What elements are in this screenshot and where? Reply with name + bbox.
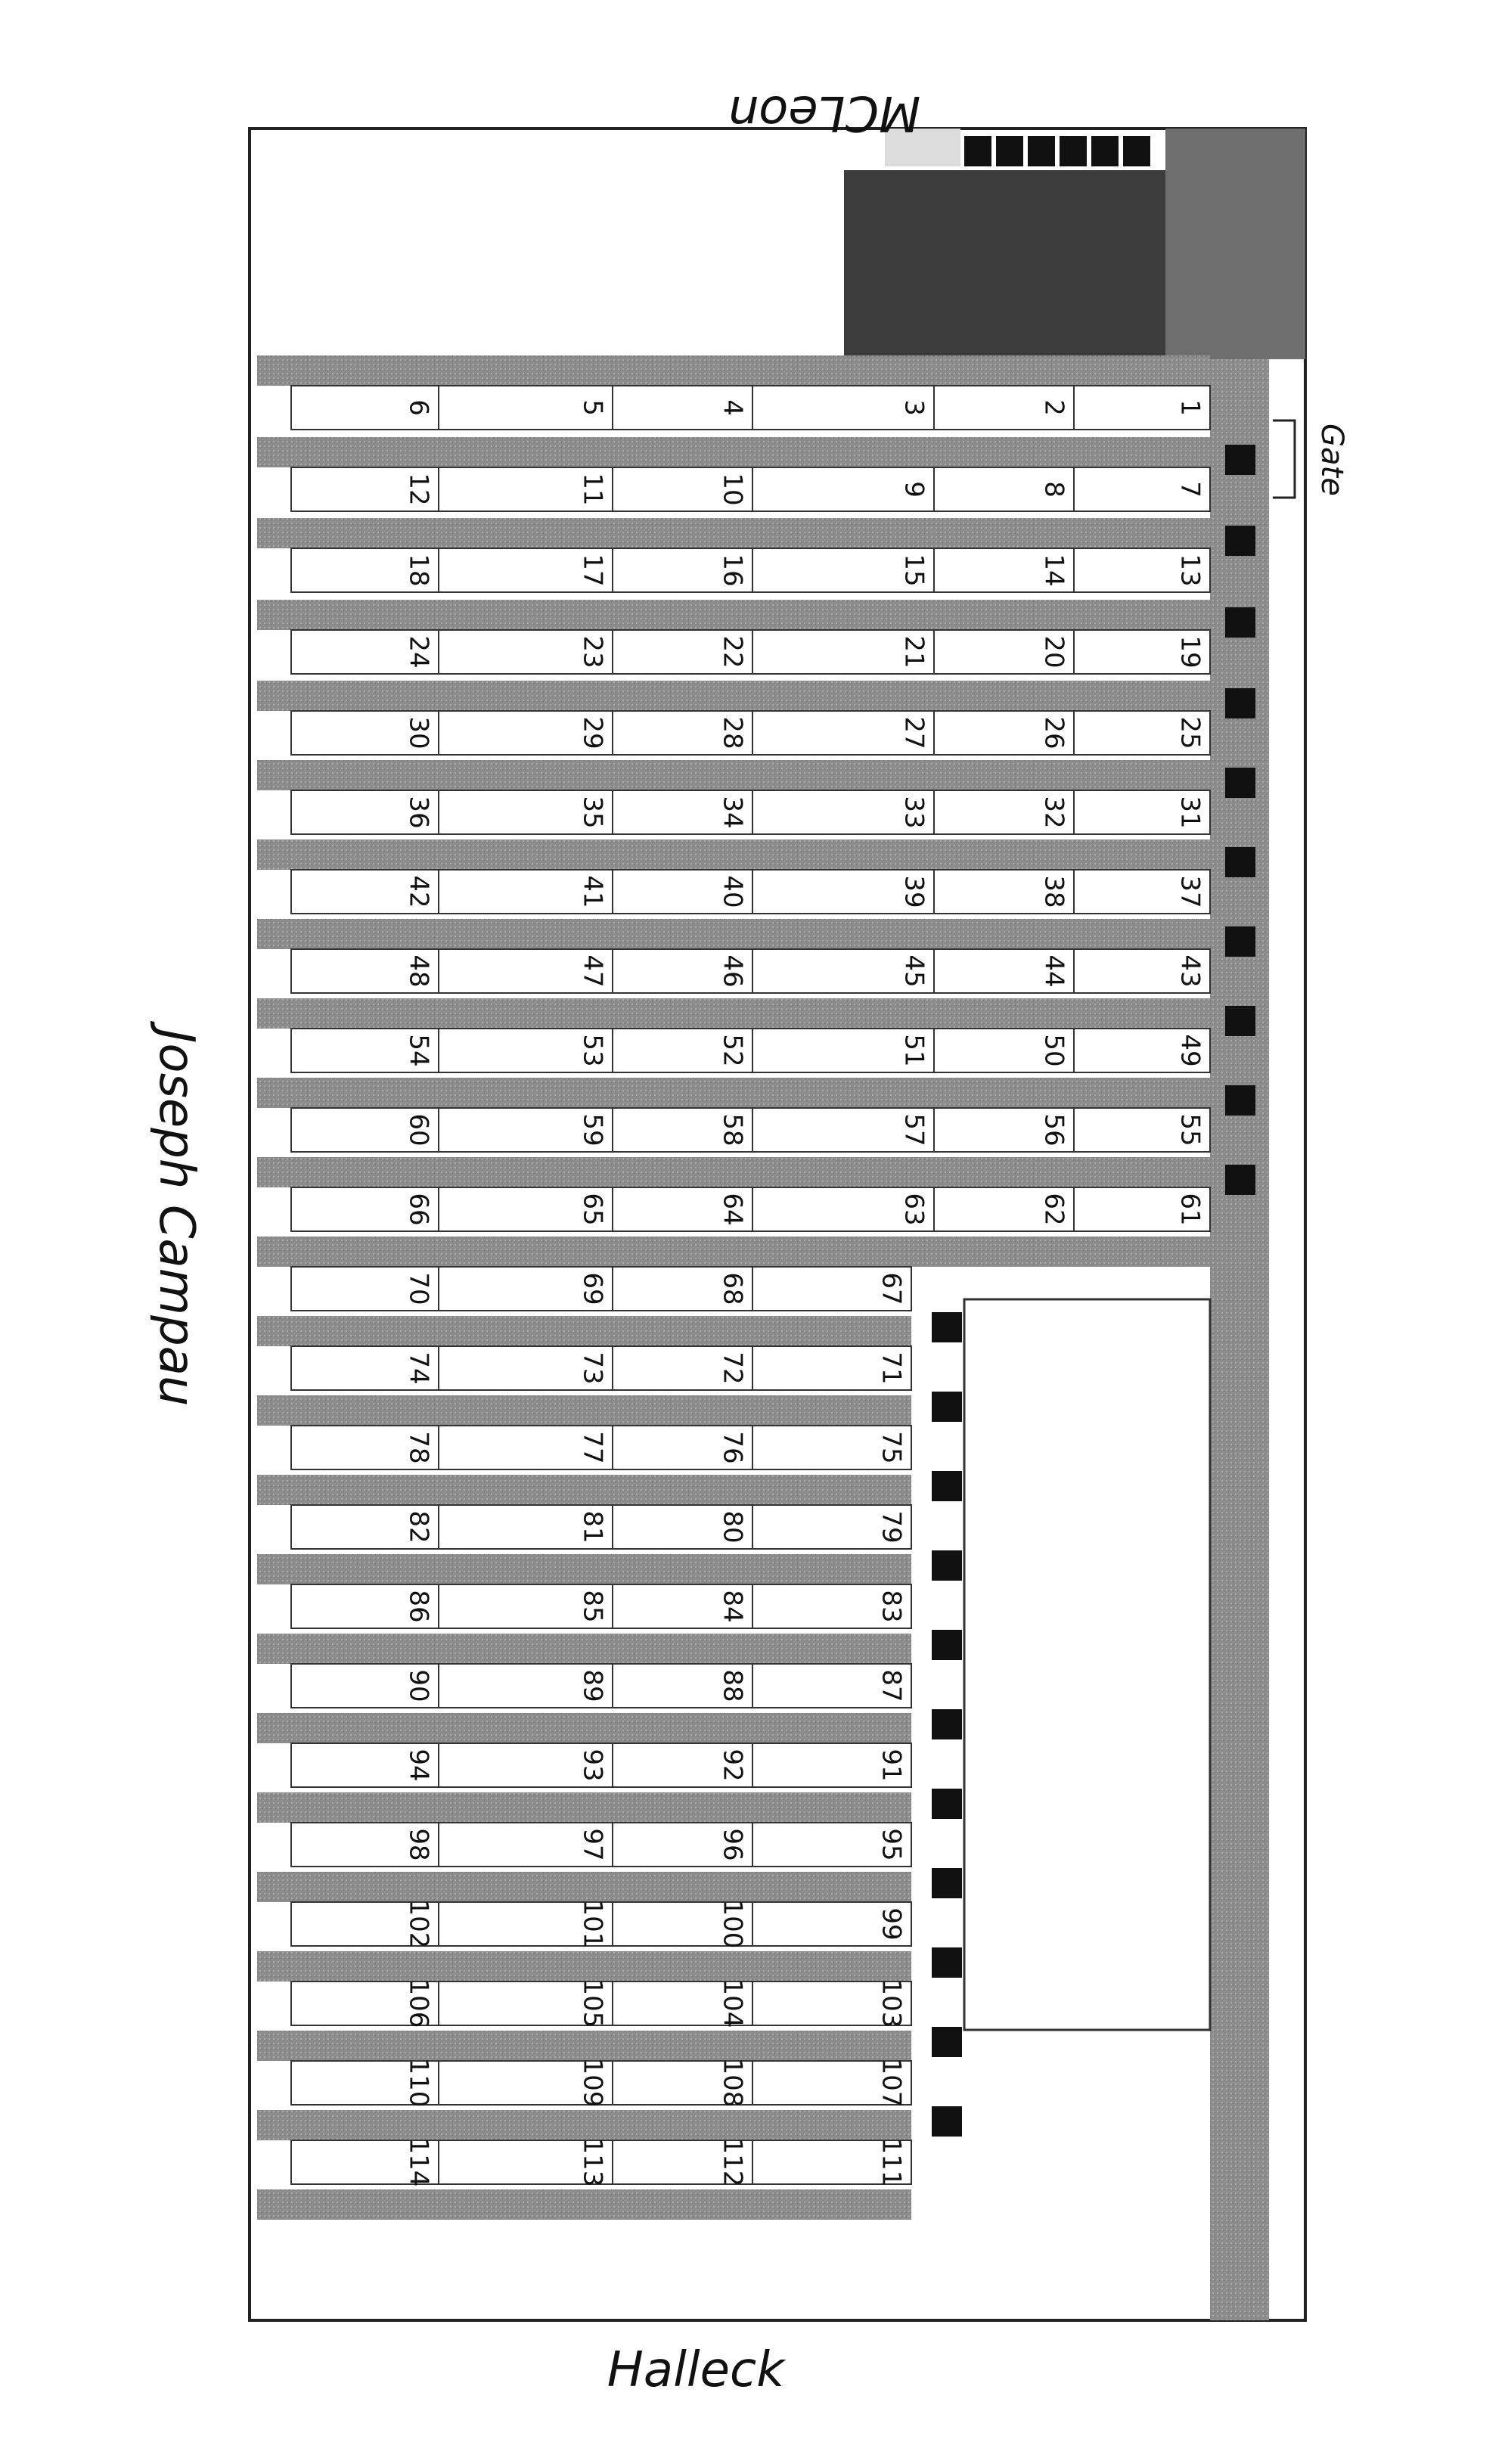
post-marker	[932, 1550, 962, 1581]
plot-number-73: 73	[577, 1351, 608, 1385]
plot-number-41: 41	[577, 875, 608, 908]
plot-number-25: 25	[1174, 716, 1205, 749]
path-strip	[257, 2031, 911, 2061]
path-strip	[257, 2110, 911, 2140]
plot-number-2: 2	[1038, 399, 1069, 416]
top-post	[1091, 136, 1119, 166]
plot-number-20: 20	[1038, 635, 1069, 669]
plot-number-113: 113	[577, 2137, 608, 2187]
plot-number-35: 35	[577, 796, 608, 829]
path-strip	[257, 1316, 911, 1346]
plot-number-63: 63	[898, 1193, 929, 1226]
plot-number-76: 76	[717, 1431, 748, 1464]
top-post	[996, 136, 1023, 166]
plot-number-87: 87	[876, 1669, 907, 1702]
plot-number-110: 110	[403, 2058, 434, 2108]
plot-number-13: 13	[1174, 554, 1205, 587]
path-strip	[257, 1951, 911, 1981]
plot-number-36: 36	[403, 796, 434, 829]
street-label-left: Joseph Campau	[148, 1029, 204, 1407]
plot-number-65: 65	[577, 1193, 608, 1226]
plot-number-3: 3	[898, 399, 929, 416]
path-strip	[257, 437, 1210, 467]
plot-number-54: 54	[403, 1034, 434, 1067]
plot-number-94: 94	[403, 1749, 434, 1782]
plot-number-64: 64	[717, 1193, 748, 1226]
plot-number-8: 8	[1038, 481, 1069, 498]
plot-number-4: 4	[717, 399, 748, 416]
post-marker	[932, 1709, 962, 1739]
plot-number-93: 93	[577, 1749, 608, 1782]
plot-number-22: 22	[717, 635, 748, 669]
plot-number-18: 18	[403, 554, 434, 587]
path-strip	[257, 839, 1210, 870]
plot-number-107: 107	[876, 2058, 907, 2108]
plot-number-80: 80	[717, 1510, 748, 1544]
plot-number-32: 32	[1038, 796, 1069, 829]
plot-number-95: 95	[876, 1828, 907, 1861]
post-marker	[1225, 926, 1255, 957]
plot-number-39: 39	[898, 875, 929, 908]
path-strip	[257, 600, 1210, 630]
post-marker	[1225, 768, 1255, 798]
plot-number-85: 85	[577, 1590, 608, 1623]
plot-number-101: 101	[577, 1899, 608, 1949]
plot-number-11: 11	[577, 473, 608, 506]
plot-number-109: 109	[577, 2058, 608, 2108]
path-strip	[257, 1634, 911, 1664]
plot-number-91: 91	[876, 1749, 907, 1782]
plot-number-43: 43	[1174, 954, 1205, 988]
plot-number-55: 55	[1174, 1113, 1205, 1147]
plot-number-67: 67	[876, 1272, 907, 1305]
open-area	[964, 1299, 1210, 2030]
plot-number-59: 59	[577, 1113, 608, 1147]
top-post	[1028, 136, 1055, 166]
plot-number-68: 68	[717, 1272, 748, 1305]
plot-number-81: 81	[577, 1510, 608, 1544]
plot-number-15: 15	[898, 554, 929, 587]
plot-number-23: 23	[577, 635, 608, 669]
post-marker	[932, 2106, 962, 2137]
plot-number-102: 102	[403, 1899, 434, 1949]
path-strip	[257, 760, 1210, 790]
plot-number-40: 40	[717, 875, 748, 908]
plot-number-29: 29	[577, 716, 608, 749]
path-strip	[257, 681, 1210, 711]
post-marker	[1225, 847, 1255, 877]
plot-number-89: 89	[577, 1669, 608, 1702]
post-marker	[1225, 1006, 1255, 1036]
plot-number-69: 69	[577, 1272, 608, 1305]
street-label-top: MCLeon	[728, 85, 921, 141]
path-strip	[257, 919, 1210, 949]
path-strip	[257, 998, 1210, 1029]
plot-number-84: 84	[717, 1590, 748, 1623]
plot-number-7: 7	[1174, 481, 1205, 498]
plot-number-88: 88	[717, 1669, 748, 1702]
plot-number-66: 66	[403, 1193, 434, 1226]
plot-number-5: 5	[577, 399, 608, 416]
top-post	[1123, 136, 1150, 166]
plot-number-70: 70	[403, 1272, 434, 1305]
post-marker	[932, 1630, 962, 1660]
post-marker	[932, 1947, 962, 1978]
plot-number-100: 100	[717, 1899, 748, 1949]
path-strip	[257, 1237, 1210, 1267]
gate-bracket	[1273, 420, 1295, 498]
top-post	[964, 136, 991, 166]
post-marker	[932, 1312, 962, 1342]
plot-number-47: 47	[577, 954, 608, 988]
plot-number-112: 112	[717, 2137, 748, 2187]
plot-number-97: 97	[577, 1828, 608, 1861]
plot-number-50: 50	[1038, 1034, 1069, 1067]
plot-number-45: 45	[898, 954, 929, 988]
plot-number-56: 56	[1038, 1113, 1069, 1147]
street-label-bottom: Halleck	[607, 2342, 785, 2398]
plot-number-52: 52	[717, 1034, 748, 1067]
path-strip	[257, 1475, 911, 1505]
path-strip	[257, 1554, 911, 1584]
post-marker	[1225, 445, 1255, 475]
plot-number-77: 77	[577, 1431, 608, 1464]
plot-number-21: 21	[898, 635, 929, 669]
plot-number-105: 105	[577, 1978, 608, 2028]
path-strip	[257, 1395, 911, 1426]
plot-number-71: 71	[876, 1351, 907, 1385]
plot-number-19: 19	[1174, 635, 1205, 669]
plot-number-31: 31	[1174, 796, 1205, 829]
plot-number-96: 96	[717, 1828, 748, 1861]
plot-number-6: 6	[403, 399, 434, 416]
top-post-row	[964, 136, 1150, 166]
plot-number-92: 92	[717, 1749, 748, 1782]
plot-number-10: 10	[717, 473, 748, 506]
path-strip	[257, 1157, 1210, 1187]
plot-number-72: 72	[717, 1351, 748, 1385]
path-strip	[257, 1713, 911, 1743]
plot-number-48: 48	[403, 954, 434, 988]
plot-number-114: 114	[403, 2137, 434, 2187]
top-post	[1060, 136, 1087, 166]
post-marker	[932, 1789, 962, 1819]
plot-number-82: 82	[403, 1510, 434, 1544]
plot-number-44: 44	[1038, 954, 1069, 988]
plot-number-104: 104	[717, 1978, 748, 2028]
plot-number-60: 60	[403, 1113, 434, 1147]
path-strip	[257, 1872, 911, 1902]
post-marker	[932, 1392, 962, 1422]
post-marker	[932, 2027, 962, 2057]
plot-number-61: 61	[1174, 1193, 1205, 1226]
plot-number-57: 57	[898, 1113, 929, 1147]
plot-number-46: 46	[717, 954, 748, 988]
plot-number-51: 51	[898, 1034, 929, 1067]
post-marker	[1225, 1085, 1255, 1116]
plot-number-83: 83	[876, 1590, 907, 1623]
plot-number-106: 106	[403, 1978, 434, 2028]
plot-number-9: 9	[898, 481, 929, 498]
plot-number-108: 108	[717, 2058, 748, 2108]
plot-number-34: 34	[717, 796, 748, 829]
post-marker	[1225, 1165, 1255, 1195]
plot-number-24: 24	[403, 635, 434, 669]
plot-number-90: 90	[403, 1669, 434, 1702]
post-marker	[1225, 607, 1255, 638]
path-strip	[257, 355, 1210, 386]
plot-number-30: 30	[403, 716, 434, 749]
plot-number-74: 74	[403, 1351, 434, 1385]
plot-number-99: 99	[876, 1907, 907, 1941]
plot-number-53: 53	[577, 1034, 608, 1067]
post-marker	[932, 1868, 962, 1898]
plot-number-98: 98	[403, 1828, 434, 1861]
plot-number-1: 1	[1174, 399, 1205, 416]
plot-number-28: 28	[717, 716, 748, 749]
plot-number-12: 12	[403, 473, 434, 506]
path-strip	[257, 2189, 911, 2220]
path-strip	[257, 518, 1210, 548]
plot-number-75: 75	[876, 1431, 907, 1464]
plot-number-17: 17	[577, 554, 608, 587]
path-strip	[257, 1792, 911, 1823]
path-strip	[257, 1078, 1210, 1108]
plot-number-16: 16	[717, 554, 748, 587]
plot-number-111: 111	[876, 2137, 907, 2187]
gray-building-block	[1165, 129, 1305, 359]
post-marker	[1225, 526, 1255, 556]
plot-number-38: 38	[1038, 875, 1069, 908]
plot-number-103: 103	[876, 1978, 907, 2028]
plot-number-86: 86	[403, 1590, 434, 1623]
gate-label: Gate	[1314, 424, 1349, 496]
plot-number-14: 14	[1038, 554, 1069, 587]
main-path-right	[1210, 359, 1269, 2320]
post-marker	[1225, 688, 1255, 718]
plot-number-78: 78	[403, 1431, 434, 1464]
plot-number-37: 37	[1174, 875, 1205, 908]
plot-number-26: 26	[1038, 716, 1069, 749]
plot-number-79: 79	[876, 1510, 907, 1544]
dark-building-block	[844, 170, 1165, 355]
plot-number-42: 42	[403, 875, 434, 908]
plot-number-49: 49	[1174, 1034, 1205, 1067]
plot-number-27: 27	[898, 716, 929, 749]
post-marker	[932, 1471, 962, 1501]
plot-number-62: 62	[1038, 1193, 1069, 1226]
plot-number-33: 33	[898, 796, 929, 829]
plot-number-58: 58	[717, 1113, 748, 1147]
